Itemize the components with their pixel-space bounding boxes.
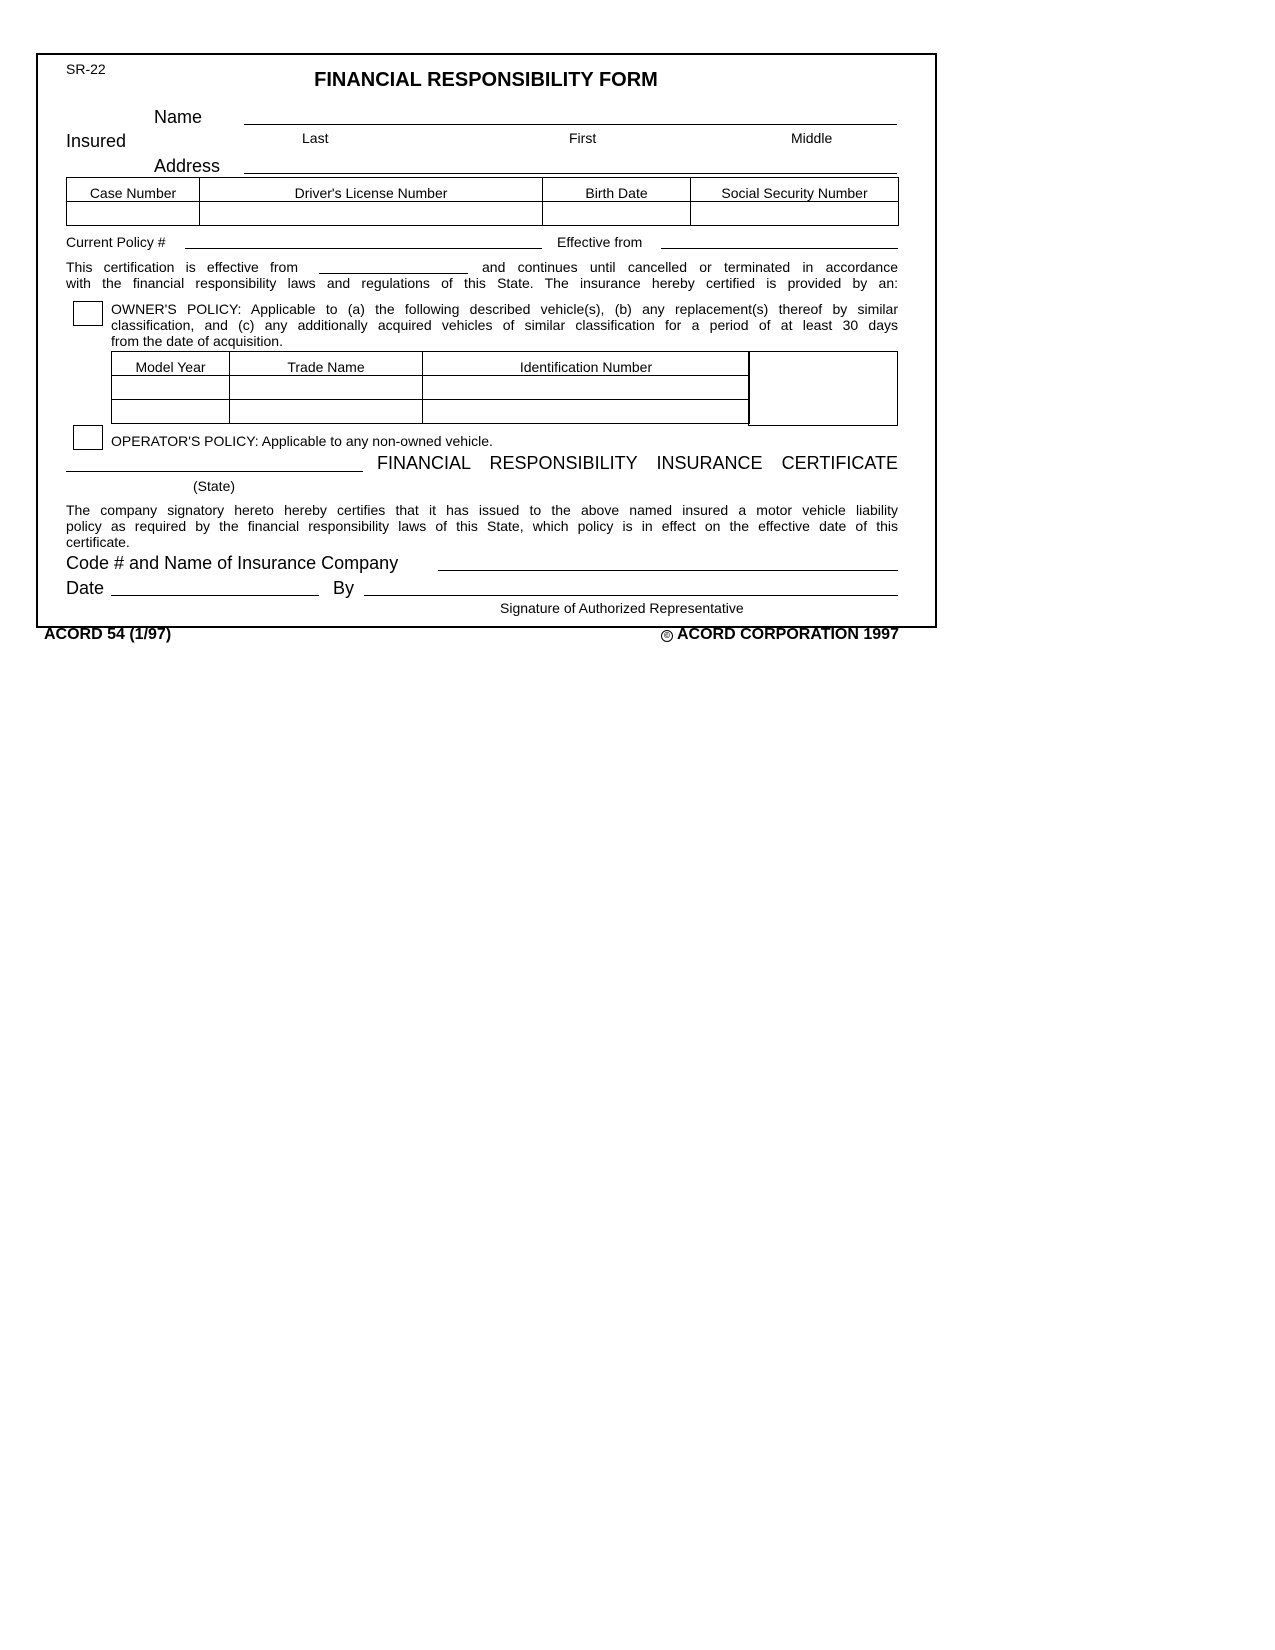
form-code: SR-22 [66,61,106,77]
form-number: ACORD 54 (1/97) [44,626,172,643]
certificate-body-line3: certificate. [66,534,130,550]
vehicle-row [112,400,750,424]
id-table-row [67,202,899,226]
vehicle-row [112,376,750,400]
header-drivers-license: Driver's License Number [200,178,543,202]
header-case-number: Case Number [67,178,200,202]
owners-policy-line2: classification, and (c) any additionally acquired vehicles of similar classification for a period of at least 30 days [111,317,898,333]
owners-policy-line1: OWNER'S POLICY: Applicable to (a) the following described vehicle(s), (b) any replacement(s) thereof by similar [111,301,898,317]
certification-line2: with the financial responsibility laws and regulations of this State. The insurance hereby certified is provided by an: [66,275,898,291]
certificate-title-wrap [377,453,898,473]
insured-label: Insured [66,131,127,151]
company-label: Code # and Name of Insurance Company [66,553,399,573]
state-label: (State) [193,478,236,494]
state-field[interactable] [66,471,363,472]
name-part-last: Last [302,130,329,146]
copyright-icon: © [661,630,673,642]
date-label: Date [66,578,105,598]
current-policy-field[interactable] [185,248,542,249]
date-field[interactable] [111,595,319,596]
vehicle-table-side-box [748,351,898,426]
header-birth-date: Birth Date [543,178,691,202]
trade-name-field[interactable] [230,376,423,400]
operators-policy-checkbox[interactable] [73,425,103,450]
vehicle-table [111,351,750,424]
header-ssn: Social Security Number [691,178,899,202]
company-field[interactable] [438,570,898,571]
certificate-body-line2: policy as required by the financial responsibility laws of this State, which policy is in effect on the effective date of this [66,518,898,534]
model-year-field[interactable] [112,400,230,424]
signature-field[interactable] [364,595,898,596]
effective-from-field[interactable] [661,248,898,249]
id-table-header-row [67,178,899,202]
certificate-body [66,502,898,550]
case-number-field[interactable] [67,202,200,226]
address-label: Address [154,156,221,176]
certification-line1-part1: This certification is effective from [66,259,298,275]
copyright [661,627,899,643]
drivers-license-field[interactable] [200,202,543,226]
birth-date-field[interactable] [543,202,691,226]
header-trade-name: Trade Name [230,352,423,376]
name-part-first: First [569,130,597,146]
id-table [66,177,899,226]
identification-number-field[interactable] [423,376,750,400]
certificate-body-line1: The company signatory hereto hereby certifies that it has issued to the above named insured a motor vehicle liability [66,502,898,518]
operators-policy-text: OPERATOR'S POLICY: Applicable to any non-owned vehicle. [111,433,493,449]
vehicle-table-header-row [112,352,750,376]
header-identification-number: Identification Number [423,352,750,376]
owners-policy-text [111,301,898,349]
signature-caption: Signature of Authorized Representative [500,600,744,616]
form-title: FINANCIAL RESPONSIBILITY FORM [314,69,658,91]
name-part-middle: Middle [791,130,833,146]
identification-number-field[interactable] [423,400,750,424]
by-label: By [333,578,355,598]
name-field[interactable] [244,124,897,125]
certificate-title: FINANCIAL RESPONSIBILITY INSURANCE CERTIFICATE [377,453,898,473]
certification-text-part2 [482,259,898,275]
address-field[interactable] [244,173,897,174]
certification-line2-wrap [66,275,898,291]
model-year-field[interactable] [112,376,230,400]
ssn-field[interactable] [691,202,899,226]
certification-effective-date-field[interactable] [319,273,468,274]
owners-policy-checkbox[interactable] [73,301,103,326]
header-model-year: Model Year [112,352,230,376]
copyright-text: ACORD CORPORATION 1997 [677,626,899,643]
trade-name-field[interactable] [230,400,423,424]
name-label: Name [154,107,203,127]
owners-policy-line3: from the date of acquisition. [111,333,283,349]
certification-text-part1 [66,259,298,275]
certification-line1-part2: and continues until cancelled or terminated in accordance [482,259,898,275]
effective-from-label: Effective from [557,234,643,250]
current-policy-label: Current Policy # [66,234,166,250]
